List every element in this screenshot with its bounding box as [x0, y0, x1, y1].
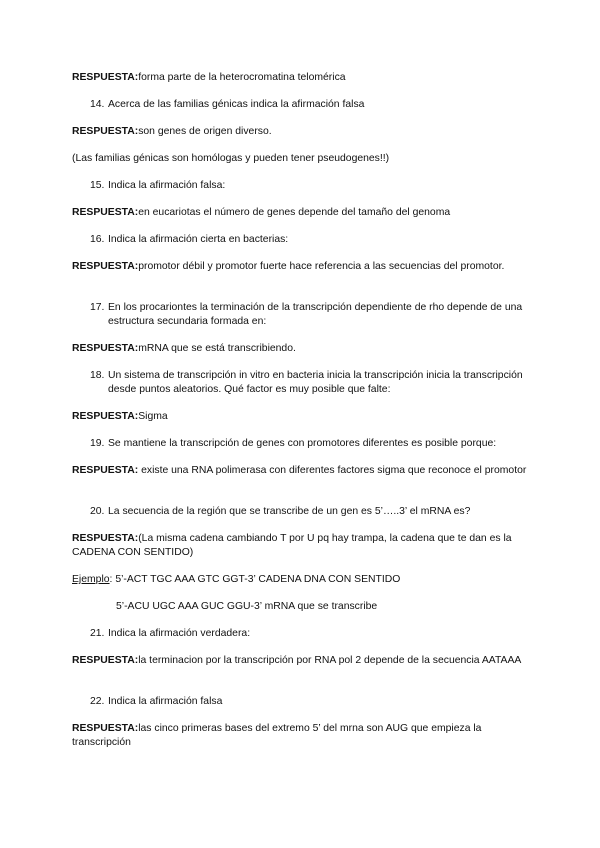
answer-19 [72, 464, 528, 478]
answer-label: RESPUESTA: [72, 655, 139, 666]
answer-label: RESPUESTA: [72, 465, 139, 476]
example-label: Ejemplo [72, 574, 110, 585]
question-text: Acerca de las familias génicas indica la afirmación falsa [108, 99, 365, 110]
question-text: Indica la afirmación verdadera: [108, 628, 251, 639]
answer-17 [72, 342, 528, 356]
example-line-2: 5’-ACU UGC AAA GUC GGU-3’ mRNA que se transcribe [116, 601, 378, 612]
question-number: 15. [90, 180, 105, 191]
question-text: Un sistema de transcripción in vitro en bacteria inicia la transcripción inicia la transcripción desde puntos aleatorios. Qué factor es muy posible que falte: [108, 370, 523, 395]
question-16 [90, 233, 526, 247]
answer-text: mRNA que se está transcribiendo. [138, 343, 296, 354]
answer-label: RESPUESTA: [72, 207, 139, 218]
answer-text: son genes de origen diverso. [138, 126, 272, 137]
answer-text: en eucariotas el número de genes depende del tamaño del genoma [138, 207, 451, 218]
question-17 [90, 301, 526, 329]
answer-text: promotor débil y promotor fuerte hace referencia a las secuencias del promotor. [138, 261, 505, 272]
question-number: 18. [90, 370, 105, 381]
question-18 [90, 369, 526, 397]
question-text: Indica la afirmación falsa: [108, 180, 226, 191]
question-number: 17. [90, 302, 105, 313]
answer-label: RESPUESTA: [72, 126, 139, 137]
question-number: 20. [90, 506, 105, 517]
answer-text: Sigma [138, 411, 168, 422]
answer-label: RESPUESTA: [72, 72, 139, 83]
question-number: 21. [90, 628, 105, 639]
note-14: (Las familias génicas son homólogas y pueden tener pseudogenes!!) [72, 153, 390, 164]
question-15 [90, 179, 526, 193]
question-20 [90, 505, 526, 519]
answer-text: la terminacion por la transcripción por RNA pol 2 depende de la secuencia AATAAA [138, 655, 522, 666]
question-text: En los procariontes la terminación de la transcripción dependiente de rho depende de una estructura secundaria formada en: [108, 302, 523, 327]
answer-label: RESPUESTA: [72, 723, 139, 734]
question-number: 22. [90, 696, 105, 707]
answer-label: RESPUESTA: [72, 533, 139, 544]
answer-text: (La misma cadena cambiando T por U pq hay trampa, la cadena que te dan es la CADENA CON SENTIDO) [72, 533, 512, 558]
question-21 [90, 627, 526, 641]
answer-label: RESPUESTA: [72, 411, 139, 422]
example-line-1 [72, 573, 528, 587]
answer-text: existe una RNA polimerasa con diferentes factores sigma que reconoce el promotor [138, 465, 527, 476]
question-22 [90, 695, 526, 709]
question-text: La secuencia de la región que se transcribe de un gen es 5’…..3’ el mRNA es? [108, 506, 471, 517]
example-dna-sequence: : 5’-ACT TGC AAA GTC GGT-3’ CADENA DNA CON SENTIDO [109, 574, 401, 585]
question-number: 16. [90, 234, 105, 245]
question-text: Indica la afirmación falsa [108, 696, 223, 707]
answer-18 [72, 410, 528, 424]
answer-label: RESPUESTA: [72, 343, 139, 354]
answer-22 [72, 722, 528, 750]
answer-15 [72, 206, 528, 220]
answer-21 [72, 654, 528, 668]
question-19 [90, 437, 526, 451]
answer-label: RESPUESTA: [72, 261, 139, 272]
question-number: 14. [90, 99, 105, 110]
question-14 [90, 98, 526, 112]
answer-20 [72, 532, 528, 560]
question-text: Se mantiene la transcripción de genes con promotores diferentes es posible porque: [108, 438, 497, 449]
question-text: Indica la afirmación cierta en bacterias: [108, 234, 289, 245]
answer-16 [72, 260, 528, 274]
question-number: 19. [90, 438, 105, 449]
answer-text: forma parte de la heterocromatina telomérica [138, 72, 346, 83]
answer-text: las cinco primeras bases del extremo 5’ del mrna son AUG que empieza la transcripción [72, 723, 482, 748]
answer-14 [72, 125, 528, 139]
answer-13 [72, 71, 528, 85]
